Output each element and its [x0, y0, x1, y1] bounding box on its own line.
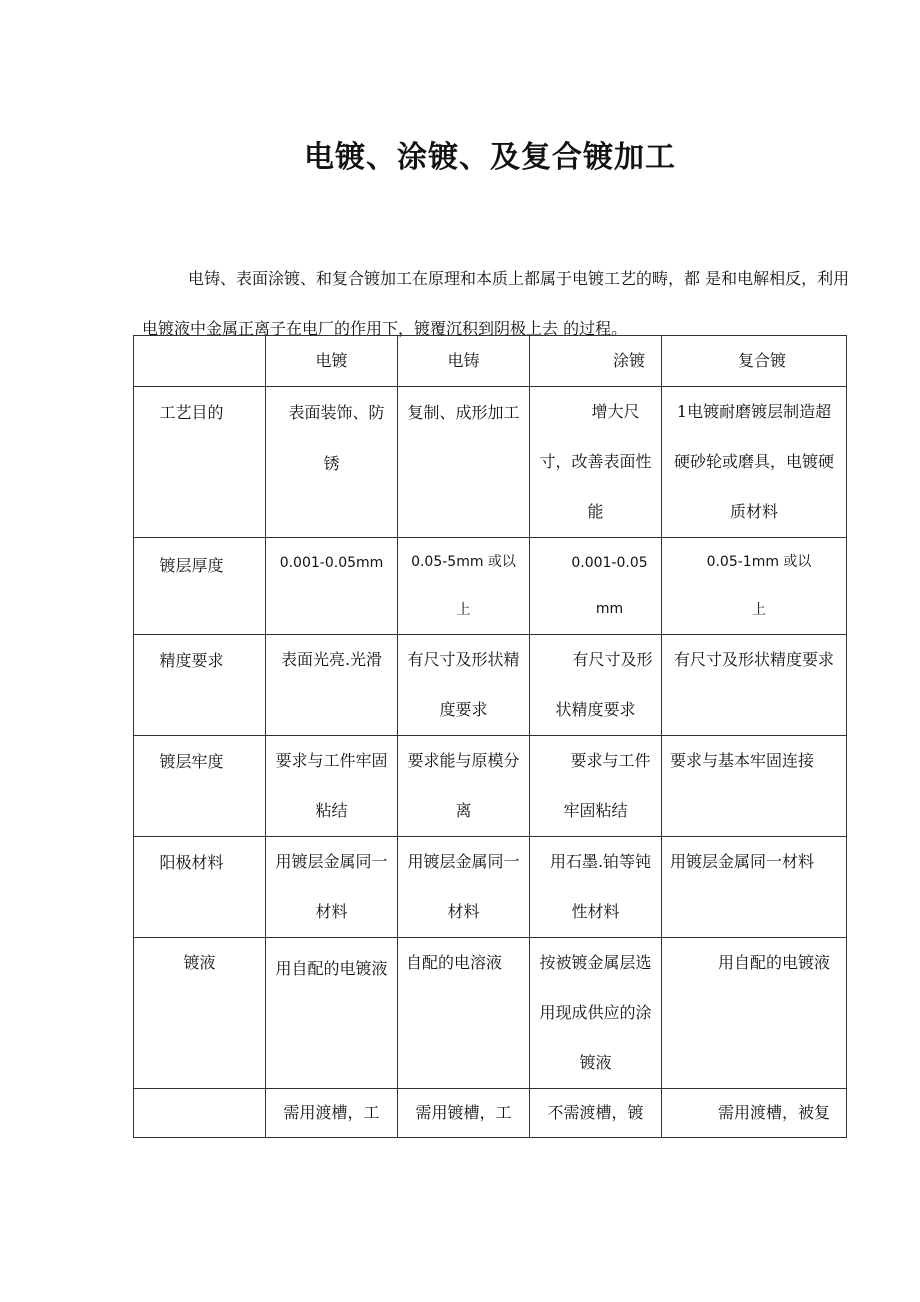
table-cell: 1电镀耐磨镀层制造超硬砂轮或磨具，电镀硬质材料: [662, 387, 847, 538]
table-cell: 需用镀槽，工: [398, 1089, 530, 1138]
row-label: [134, 1089, 266, 1138]
table-cell: 不需渡槽，镀: [530, 1089, 662, 1138]
header-cell-empty: [134, 336, 266, 387]
table-cell: 0.05-1mm 或以上: [662, 538, 847, 635]
row-label: 镀层厚度: [134, 538, 266, 635]
table-cell: 有尺寸及形状精度要求: [662, 635, 847, 736]
table-cell: 用镀层金属同一材料: [662, 837, 847, 938]
table-cell: 用自配的电镀液: [266, 938, 398, 1089]
table-cell: 有尺寸及形状精度要求: [398, 635, 530, 736]
table-row: [134, 387, 847, 538]
table-row: [134, 538, 847, 635]
intro-paragraph: 电铸、表面涂镀、和复合镀加工在原理和本质上都属于电镀工艺的畴，都 是和电解相反，利用电镀液中金属正离子在电厂的作用下，镀覆沉积到阴极上去 的过程。: [142, 269, 850, 338]
table-row: [134, 736, 847, 837]
table-cell: 0.001-0.05mm: [266, 538, 398, 635]
table-cell: 要求与工件牢固粘结: [266, 736, 398, 837]
table-cell: 0.05-5mm 或以上: [398, 538, 530, 635]
row-label: 阳极材料: [134, 837, 266, 938]
table-cell: 用自配的电镀液: [662, 938, 847, 1089]
comparison-table: [133, 335, 847, 1138]
table-row: [134, 1089, 847, 1138]
row-label: 镀层牢度: [134, 736, 266, 837]
table-cell: 用镀层金属同一材料: [398, 837, 530, 938]
table-cell: 要求与基本牢固连接: [662, 736, 847, 837]
table-cell: 有尺寸及形状精度要求: [530, 635, 662, 736]
table-cell: 用石墨.铂等钝性材料: [530, 837, 662, 938]
table-cell: 要求与工件牢固粘结: [530, 736, 662, 837]
table-row: [134, 635, 847, 736]
table-cell: 需用渡槽，被复: [662, 1089, 847, 1138]
table-cell: 需用渡槽，工: [266, 1089, 398, 1138]
table-header-row: [134, 336, 847, 387]
page-title: 电镀、涂镀、及复合镀加工: [304, 140, 676, 175]
table-cell: 增大尺寸，改善表面性能: [530, 387, 662, 538]
row-label: 工艺目的: [134, 387, 266, 538]
row-label: 精度要求: [134, 635, 266, 736]
table-cell: 按被镀金属层选用现成供应的涂镀液: [530, 938, 662, 1089]
header-cell-electroforming: 电铸: [398, 336, 530, 387]
header-cell-brush-plating: 涂镀: [530, 336, 662, 387]
row-label: 镀液: [134, 938, 266, 1089]
table-row: [134, 837, 847, 938]
table-cell: 表面光亮.光滑: [266, 635, 398, 736]
table-cell: 0.001-0.05mm: [530, 538, 662, 635]
table-row: [134, 938, 847, 1089]
header-cell-composite-plating: 复合镀: [662, 336, 847, 387]
table-cell: 要求能与原模分离: [398, 736, 530, 837]
header-cell-electroplating: 电镀: [266, 336, 398, 387]
table-cell: 用镀层金属同一材料: [266, 837, 398, 938]
table-cell: 表面装饰、防锈: [266, 387, 398, 538]
table-cell: 自配的电溶液: [398, 938, 530, 1089]
table-cell: 复制、成形加工: [398, 387, 530, 538]
